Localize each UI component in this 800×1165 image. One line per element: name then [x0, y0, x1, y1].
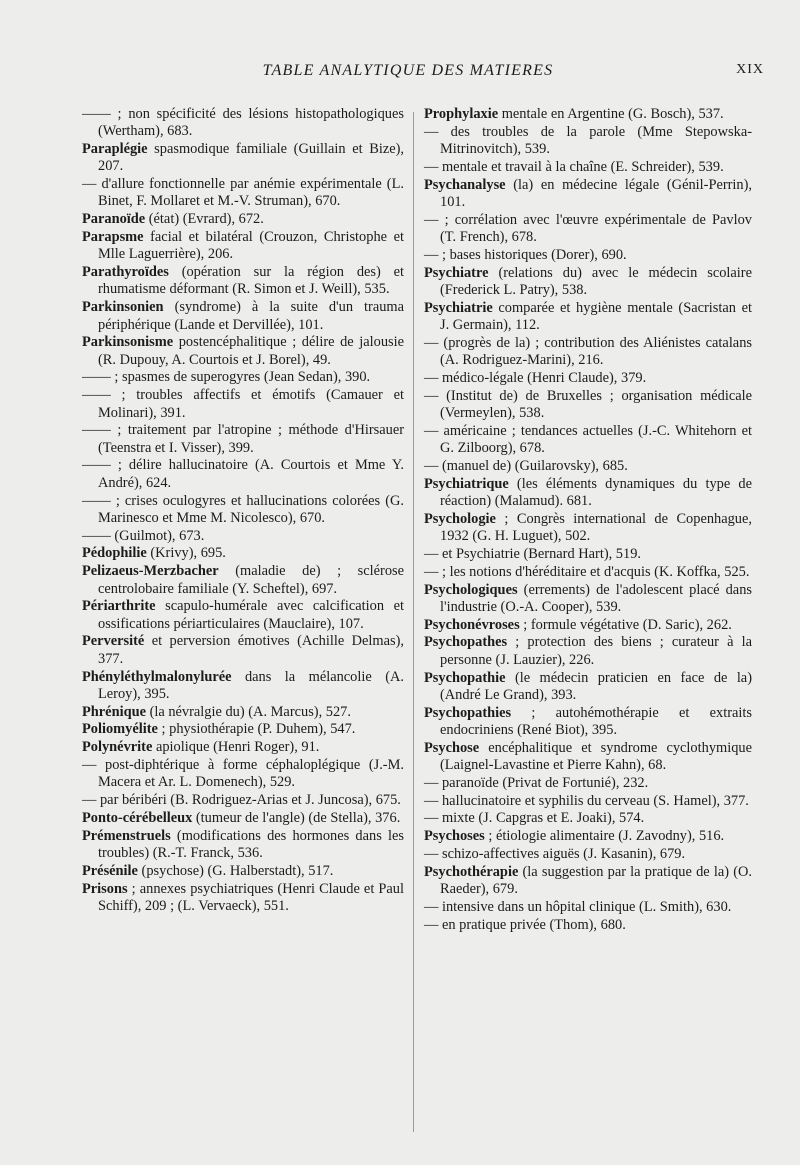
entry-text: — d'allure fonctionnelle par anémie expérimentale (L. Binet, F. Mollaret et M.-V. Struman), 670.	[82, 176, 404, 210]
entry-heading: Psychologie	[424, 510, 496, 527]
index-entry	[82, 106, 404, 141]
entry-text: ; étiologie alimentaire (J. Zavodny), 516.	[484, 828, 725, 845]
index-entry	[424, 177, 752, 212]
entry-text: —— ; crises oculogyres et hallucinations colorées (G. Marinesco et Mme M. Nicolesco), 670.	[82, 492, 404, 526]
index-entry	[82, 493, 404, 528]
entry-text: (la) en médecine légale (Génil-Perrin), 101.	[440, 176, 752, 210]
entry-heading: Parathyroïdes	[82, 264, 169, 281]
running-header	[0, 62, 800, 86]
index-entry	[424, 511, 752, 546]
entry-text: ; physiothérapie (P. Duhem), 547.	[157, 721, 356, 738]
entry-heading: Prémenstruels	[82, 827, 171, 844]
index-entry	[82, 721, 404, 738]
index-entry	[424, 917, 752, 934]
index-entry	[82, 176, 404, 211]
index-entry	[82, 528, 404, 545]
index-entry	[424, 793, 752, 810]
entry-text: ; annexes psychiatriques (Henri Claude et Paul Schiff), 209 ; (L. Vervaeck), 551.	[98, 880, 404, 914]
entry-heading: Pelizaeus-Merzbacher	[82, 563, 219, 580]
index-entry	[82, 828, 404, 863]
entry-text: (le médecin praticien en face de la) (André Le Grand), 393.	[440, 669, 752, 703]
index-entry	[82, 669, 404, 704]
entry-text: ; Congrès international de Copenhague, 1932 (G. H. Luguet), 502.	[440, 510, 752, 545]
entry-heading: Polynévrite	[82, 739, 153, 756]
index-entry	[424, 564, 752, 581]
entry-text: — et Psychiatrie (Bernard Hart), 519.	[424, 545, 641, 562]
entry-text: (psychose) (G. Halberstadt), 517.	[137, 862, 334, 879]
index-entry	[424, 423, 752, 458]
entry-text: ; autohémothérapie et extraits endocriniens (René Biot), 395.	[440, 704, 752, 738]
entry-text: scapulo-humérale avec calcification et ossifications périarticulaires (Mauclaire), 107.	[98, 598, 404, 632]
entry-heading: Présénile	[82, 862, 138, 879]
index-entry	[424, 810, 752, 827]
entry-text: (maladie de) ; sclérose centrolobaire familiale (Y. Scheftel), 697.	[98, 563, 404, 597]
index-entry	[82, 369, 404, 386]
entry-text: (syndrome) à la suite d'un trauma périphérique (Lande et Dervillée), 101.	[98, 299, 404, 333]
index-entry	[424, 124, 752, 159]
entry-heading: Psychiatre	[424, 264, 489, 281]
index-entry	[424, 846, 752, 863]
index-entry	[82, 757, 404, 792]
index-entry	[82, 633, 404, 668]
entry-text: spasmodique familiale (Guillain et Bize), 207.	[98, 141, 404, 175]
index-entry	[424, 159, 752, 176]
entry-text: ; formule végétative (D. Saric), 262.	[519, 616, 732, 633]
entry-heading: Psychoses	[424, 828, 485, 845]
entry-text: — (manuel de) (Guilarovsky), 685.	[424, 457, 628, 474]
index-entry	[424, 212, 752, 247]
entry-text: apiolique (Henri Roger), 91.	[152, 739, 320, 756]
entry-text: dans la mélancolie (A. Leroy), 395.	[98, 668, 404, 702]
entry-heading: Périarthrite	[82, 598, 156, 615]
index-entry	[424, 370, 752, 387]
entry-text: —— (Guilmot), 673.	[82, 527, 205, 544]
index-entry	[424, 582, 752, 617]
entry-text: —— ; troubles affectifs et émotifs (Camauer et Molinari), 391.	[82, 387, 404, 421]
index-entry	[82, 545, 404, 562]
index-entry	[424, 476, 752, 511]
entry-heading: Psychonévroses	[424, 616, 520, 633]
entry-text: (état) (Evrard), 672.	[145, 211, 264, 228]
entry-heading: Psychothérapie	[424, 863, 519, 880]
index-entry	[82, 334, 404, 369]
index-entry	[424, 335, 752, 370]
entry-text: — médico-légale (Henri Claude), 379.	[424, 369, 647, 386]
entry-heading: Psychopathes	[424, 634, 508, 651]
column-divider	[413, 112, 414, 1132]
entry-heading: Phényléthylmalonylurée	[82, 668, 232, 685]
index-entry	[82, 387, 404, 422]
entry-text: — (progrès de la) ; contribution des Aliénistes catalans (A. Rodriguez-Marini), 216.	[424, 334, 752, 369]
index-entry	[424, 546, 752, 563]
entry-heading: Poliomyélite	[82, 721, 158, 738]
entry-text: (la névralgie du) (A. Marcus), 527.	[145, 703, 351, 720]
entry-heading: Prophylaxie	[424, 106, 499, 122]
entry-heading: Psychiatrique	[424, 475, 509, 492]
entry-text: mentale en Argentine (G. Bosch), 537.	[498, 106, 724, 122]
entry-heading: Psychose	[424, 739, 480, 756]
index-entry	[82, 299, 404, 334]
entry-heading: Psychopathie	[424, 669, 506, 686]
index-entry	[424, 265, 752, 300]
index-entry	[82, 264, 404, 299]
entry-text: (errements) de l'adolescent placé dans l'industrie (O.-A. Cooper), 539.	[440, 581, 752, 615]
index-entry	[424, 828, 752, 845]
left-column	[82, 106, 404, 916]
entry-text: (la suggestion par la pratique de la) (O. Raeder), 679.	[440, 863, 752, 898]
entry-heading: Psychiatrie	[424, 299, 493, 316]
index-entry	[82, 211, 404, 228]
index-entry	[82, 863, 404, 880]
entry-heading: Paranoïde	[82, 211, 146, 228]
index-entry	[82, 422, 404, 457]
index-entry	[82, 598, 404, 633]
entry-heading: Psychologiques	[424, 581, 518, 598]
entry-text: (tumeur de l'angle) (de Stella), 376.	[192, 809, 401, 826]
entry-text: —— ; spasmes de superogyres (Jean Sedan), 390.	[82, 369, 371, 386]
entry-text: (opération sur la région des) et rhumatisme déformant (R. Simon et J. Weill), 535.	[98, 264, 404, 298]
entry-text: — hallucinatoire et syphilis du cerveau (S. Hamel), 377.	[424, 792, 749, 809]
entry-text: — des troubles de la parole (Mme Stepowska-Mitrinovitch), 539.	[424, 123, 752, 158]
entry-heading: Psychopathies	[424, 704, 512, 721]
entry-text: — ; corrélation avec l'œuvre expérimentale de Pavlov (T. French), 678.	[424, 211, 752, 246]
entry-heading: Parkinsonien	[82, 299, 164, 316]
entry-heading: Perversité	[82, 633, 145, 650]
entry-text: — en pratique privée (Thom), 680.	[424, 916, 626, 933]
entry-heading: Prisons	[82, 880, 128, 897]
page-number: XIX	[736, 62, 764, 77]
index-entry	[424, 740, 752, 775]
entry-text: —— ; non spécificité des lésions histopathologiques (Wertham), 683.	[82, 106, 404, 140]
entry-heading: Psychanalyse	[424, 176, 506, 193]
entry-text: — intensive dans un hôpital clinique (L. Smith), 630.	[424, 898, 732, 915]
entry-text: ; protection des biens ; curateur à la personne (J. Lauzier), 226.	[440, 634, 752, 668]
index-entry	[424, 388, 752, 423]
index-entry	[82, 792, 404, 809]
entry-text: — mixte (J. Capgras et E. Joaki), 574.	[424, 810, 645, 827]
index-entry	[424, 775, 752, 792]
index-entry	[424, 458, 752, 475]
entry-text: facial et bilatéral (Crouzon, Christophe et Mlle Laguerrière), 206.	[98, 229, 404, 263]
entry-text: comparée et hygiène mentale (Sacristan et J. Germain), 112.	[440, 299, 752, 334]
index-entry	[82, 810, 404, 827]
right-column	[424, 106, 752, 934]
index-entry	[82, 457, 404, 492]
index-entry	[424, 634, 752, 669]
entry-text: — post-diphtérique à forme céphaloplégique (J.-M. Macera et Ar. L. Domenech), 529.	[82, 756, 404, 791]
entry-text: (les éléments dynamiques du type de réaction) (Malamud). 681.	[440, 475, 752, 510]
entry-text: — (Institut de) de Bruxelles ; organisation médicale (Vermeylen), 538.	[424, 387, 752, 422]
entry-text: et perversion émotives (Achille Delmas), 377.	[98, 633, 404, 667]
index-entry	[424, 864, 752, 899]
entry-heading: Pédophilie	[82, 545, 147, 562]
index-entry	[82, 563, 404, 598]
entry-text: (relations du) avec le médecin scolaire (Frederick L. Patry), 538.	[440, 264, 752, 298]
entry-text: — ; bases historiques (Dorer), 690.	[424, 246, 627, 263]
index-entry	[424, 617, 752, 634]
entry-text: (Krivy), 695.	[146, 545, 226, 562]
entry-heading: Paraplégie	[82, 141, 148, 158]
entry-text: — paranoïde (Privat de Fortunié), 232.	[424, 774, 649, 791]
index-entry	[424, 247, 752, 264]
index-entry	[424, 705, 752, 740]
index-entry	[82, 229, 404, 264]
entry-heading: Phrénique	[82, 703, 146, 720]
index-entry	[82, 739, 404, 756]
entry-text: — ; les notions d'héréditaire et d'acquis (K. Koffka, 525.	[424, 563, 750, 580]
index-entry	[82, 141, 404, 176]
entry-heading: Parkinsonisme	[82, 334, 174, 351]
entry-text: encéphalitique et syndrome cyclothymique (Laignel-Lavastine et Pierre Kahn), 68.	[440, 739, 752, 773]
index-entry	[424, 899, 752, 916]
entry-text: — schizo-affectives aiguës (J. Kasanin), 679.	[424, 845, 686, 862]
index-entry	[82, 704, 404, 721]
entry-text: postencéphalitique ; délire de jalousie (R. Dupouy, A. Courtois et J. Borel), 49.	[98, 334, 404, 368]
entry-text: — mentale et travail à la chaîne (E. Schreider), 539.	[424, 158, 724, 175]
entry-text: (modifications des hormones dans les troubles) (R.-T. Franck, 536.	[98, 827, 404, 861]
entry-text: —— ; traitement par l'atropine ; méthode d'Hirsauer (Teenstra et I. Visser), 399.	[82, 422, 404, 456]
entry-text: — américaine ; tendances actuelles (J.-C. Whitehorn et G. Zilboorg), 678.	[424, 422, 752, 457]
index-entry	[424, 300, 752, 335]
entry-heading: Parapsme	[82, 229, 144, 246]
entry-text: — par béribéri (B. Rodriguez-Arias et J. Juncosa), 675.	[82, 792, 401, 809]
index-entry	[424, 106, 752, 123]
page-title: TABLE ANALYTIQUE DES MATIERES	[262, 62, 554, 79]
index-entry	[82, 881, 404, 916]
index-entry	[424, 670, 752, 705]
entry-text: —— ; délire hallucinatoire (A. Courtois et Mme Y. André), 624.	[82, 457, 404, 491]
entry-heading: Ponto-cérébelleux	[82, 809, 193, 826]
